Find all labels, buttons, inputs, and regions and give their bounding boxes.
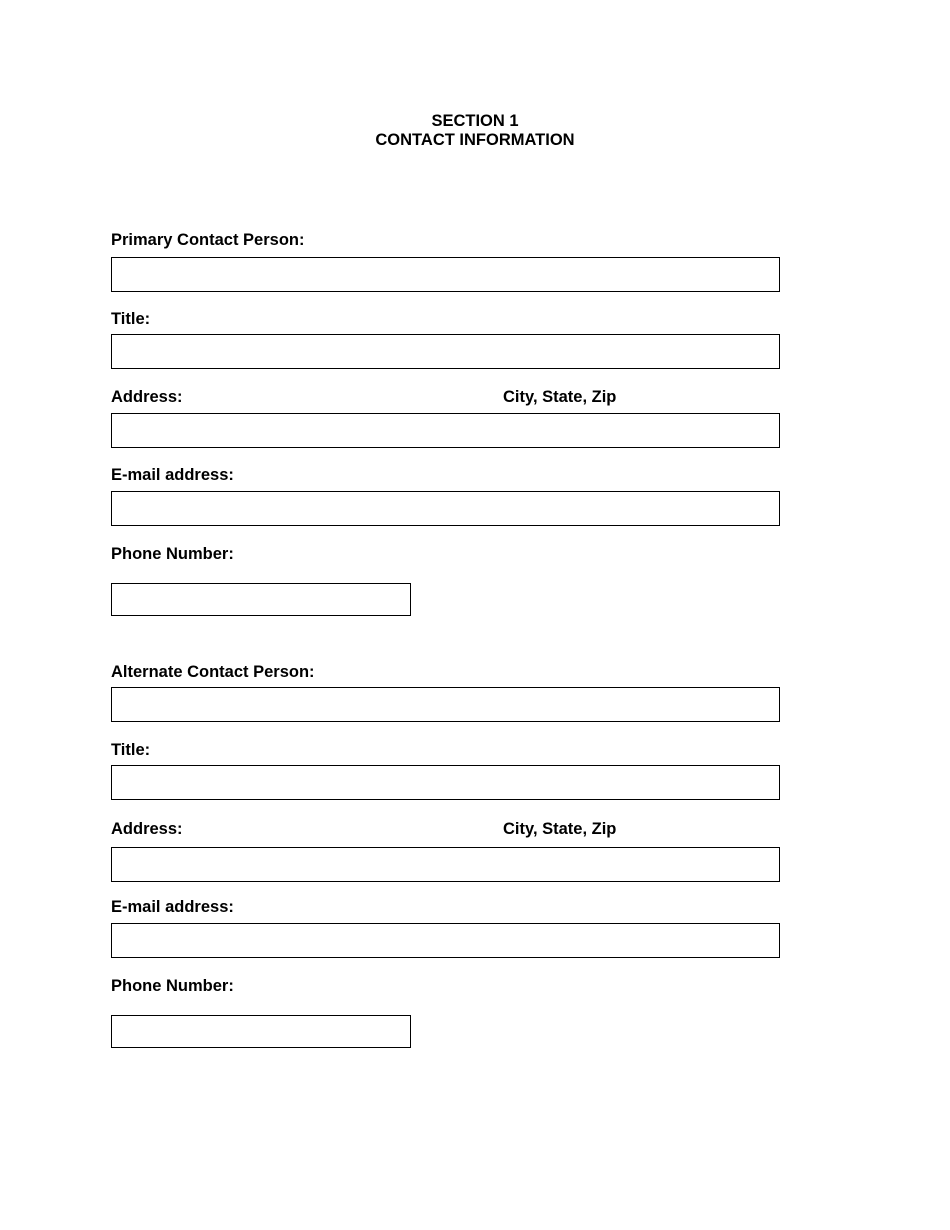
primary-phone-field[interactable]	[111, 583, 411, 616]
primary-address-label: Address:	[111, 388, 183, 406]
primary-address-field[interactable]	[111, 413, 780, 448]
alternate-contact-label: Alternate Contact Person:	[111, 663, 315, 681]
primary-email-label: E-mail address:	[111, 466, 234, 484]
alternate-phone-field[interactable]	[111, 1015, 411, 1048]
alternate-address-label: Address:	[111, 820, 183, 838]
alternate-title-label: Title:	[111, 741, 151, 759]
primary-phone-label: Phone Number:	[111, 545, 234, 563]
alternate-city-state-zip-label: City, State, Zip	[503, 820, 617, 838]
primary-city-state-zip-label: City, State, Zip	[503, 388, 617, 406]
primary-email-field[interactable]	[111, 491, 780, 526]
primary-title-field[interactable]	[111, 334, 780, 369]
alternate-address-field[interactable]	[111, 847, 780, 882]
section-number-heading: SECTION 1	[431, 112, 519, 130]
section-title-heading: CONTACT INFORMATION	[375, 131, 575, 149]
alternate-title-field[interactable]	[111, 765, 780, 800]
alternate-phone-label: Phone Number:	[111, 977, 234, 995]
alternate-contact-field[interactable]	[111, 687, 780, 722]
alternate-email-field[interactable]	[111, 923, 780, 958]
primary-title-label: Title:	[111, 310, 151, 328]
alternate-email-label: E-mail address:	[111, 898, 234, 916]
primary-contact-label: Primary Contact Person:	[111, 231, 305, 249]
primary-contact-field[interactable]	[111, 257, 780, 292]
